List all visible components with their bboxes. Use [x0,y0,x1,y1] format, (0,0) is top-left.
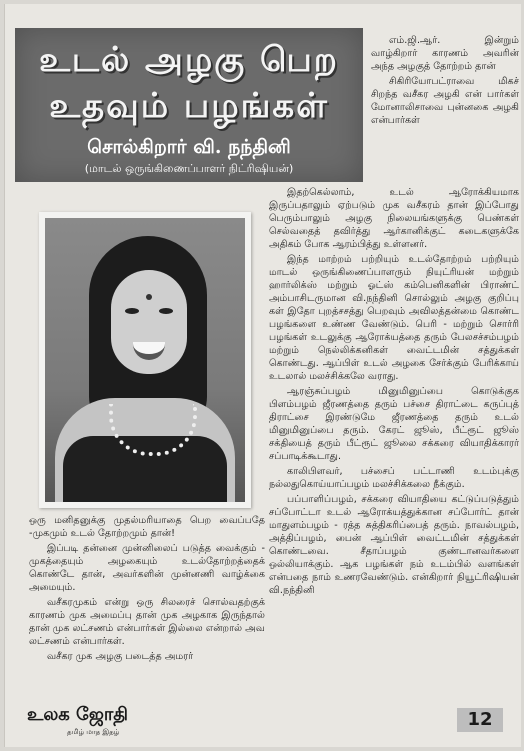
paragraph: எம்.ஜி.ஆர். இன்றும் வாழ்கிறார் காரணம் அவரின் அந்த அழகுத் தோற்றம் தான் [371,35,519,72]
author-role: (மாடல் ஒருங்கிணைப்பாளர் நிட்ரிஷியன்) [84,162,294,175]
byline: சொல்கிறார் வி. நந்தினி [87,136,291,158]
portrait-photo [39,212,251,508]
magazine-subtitle: தமிழ் மாத இதழ் [67,728,120,736]
headline-line-2: உதவும் பழங்கள் [49,86,329,126]
paragraph: இப்படி தன்னை முன்னிலைப் படுத்த வைக்கும் - முகத்தையும் அழகையும் உடல்தோற்றத்தைக் கொண்டே தான், அவர்களின் முன்னணி வாழ்க்கை அமையும். [29,543,265,593]
paragraph: இதற்கெல்லாம், உடல் ஆரோக்கியமாக இருப்பதாலும் ஏற்படும் முக வசீகரம் தான் இப்போது பெரும்பாலும் அழகு நிலையங்களுக்கு பெண்கள் செல்வதைத் தவிர்த்து ஆர்கானிக்குட் கடைகளுக்கே அதிகம் போக ஆரம்பித்து உள்ளனர். [269,187,519,250]
magazine-page [4,4,521,747]
paragraph: ஒரு மனிதனுக்கு முதல்மரியாதை பெற வைப்பதே -முகமும் உடல் தோற்றமும் தான்! [29,515,265,539]
woman-portrait-image [45,218,245,502]
paragraph: வசீகர முக அழகு படைத்த அமரர் [47,651,194,662]
right-eye [159,308,173,314]
bindi-dot [146,294,152,300]
smile-shape [133,342,165,360]
right-column [269,186,519,599]
page-number: 12 [457,708,503,732]
paragraph: சிகிரியோபட்ராவை மிகச் சிறந்த வசீகர அழகி என் பார்கள் மோனாலிசாவை புன்னகை அழகி என்பார்கள் [371,76,519,126]
paragraph: காலிபிளவர், பச்சைப் பட்டாணி உடம்புக்கு நல்லதுகொய்யாப்பழம் மலச்சிக்கலை நீக்கும். [269,466,519,490]
left-column [29,514,265,665]
face-shape [111,270,187,374]
headline-line-1: உடல் அழகு பெற [39,40,339,80]
headline-box [15,28,363,182]
top-right-column [371,34,519,129]
paragraph: பப்பாளிப்பழம், சக்கரை வியாதியை கட்டுப்படுத்தும் சப்போட்டா உடல் ஆரோக்யத்துக்கான சப்போர்ட் தான் மாதுளம்பழம் - ரத்த சுத்திகரிப்பைத் தரும். நாவல்பழம், அத்திப்பழம், பைன் ஆப்பிள் வைட்டமின் சத்துக்கள் கொண்டவை. சீதாப்பழம் குண்டானவர்களை ஒல்லியாக்கும். ஆக பழங்கள் நம் உடம்பில் வளங்கள் என்பதை நாம் உணரவேண்டும். என்கிறார் நியூட்ரிஷியன் வி.நந்தினி [269,494,519,596]
magazine-logo: உலக ஜோதி [27,704,128,725]
paragraph: ஆரஞ்சுப்பழம் மினுமினுப்பை கொடுக்குக பிளம்பழம் ஜீரணத்தை தரும் பச்சை திராட்டை கருப்புத் திராட்சை இரண்டுமே ஜீரணத்தை தரும் உடல் மினுமினுப்பை தரும். கேரட் ஜூஸ், பீட்ரூட் ஜூஸ் சக்தியைத் தரும் பீட்ரூட் ஜூலை சக்கரை வியாதிக்காரர் சப்பாடிக்கூடாது. [269,386,519,462]
left-eye [125,308,139,314]
paragraph: இந்த மாற்றம் பற்றியும் உடல்தோற்றம் பற்றியும் மாடல் ஒருங்கிணைப்பாளரும் நியுட்ரியன் மற்றும் ஹார்லிக்ஸ் மற்றும் ஓட்ஸ் கம்பெனிகளின் பிராண்ட் அம்பாசிடருமான வி.நந்தினி சொல்லும் அழகு குறிப்பு கள் இதோ புறத்சசத்து பெறவும் அவிலத்தன்மை கொண்ட பழங்களை உண்ண வேண்டும். பெரி - மற்றும் சொர்ரி பழங்கள் உடலுக்கு ஆரோக்யத்தை தரும் பேலசச்சம்பழம் மற்றும் நெல்லிக்கனிகள் வைட்டமின் சத்துக்கள் கொண்டது. ஆப்பிள் உடல் அழகை சேர்க்கும் பேரிக்காய் உடலால் மலச்சிக்கலே வராது. [269,254,519,382]
paragraph: வசீகரமுகம் என்று ஒரு சிலரைச் சொல்வதற்குக் காரணம் முக அமைப்பு தான் முக அழகாக இருந்தால் தான் முக லட்சணம் என்பார்கள் இல்லை என்றால் அவ லட்சணம் என்பார்கள். [29,597,265,647]
